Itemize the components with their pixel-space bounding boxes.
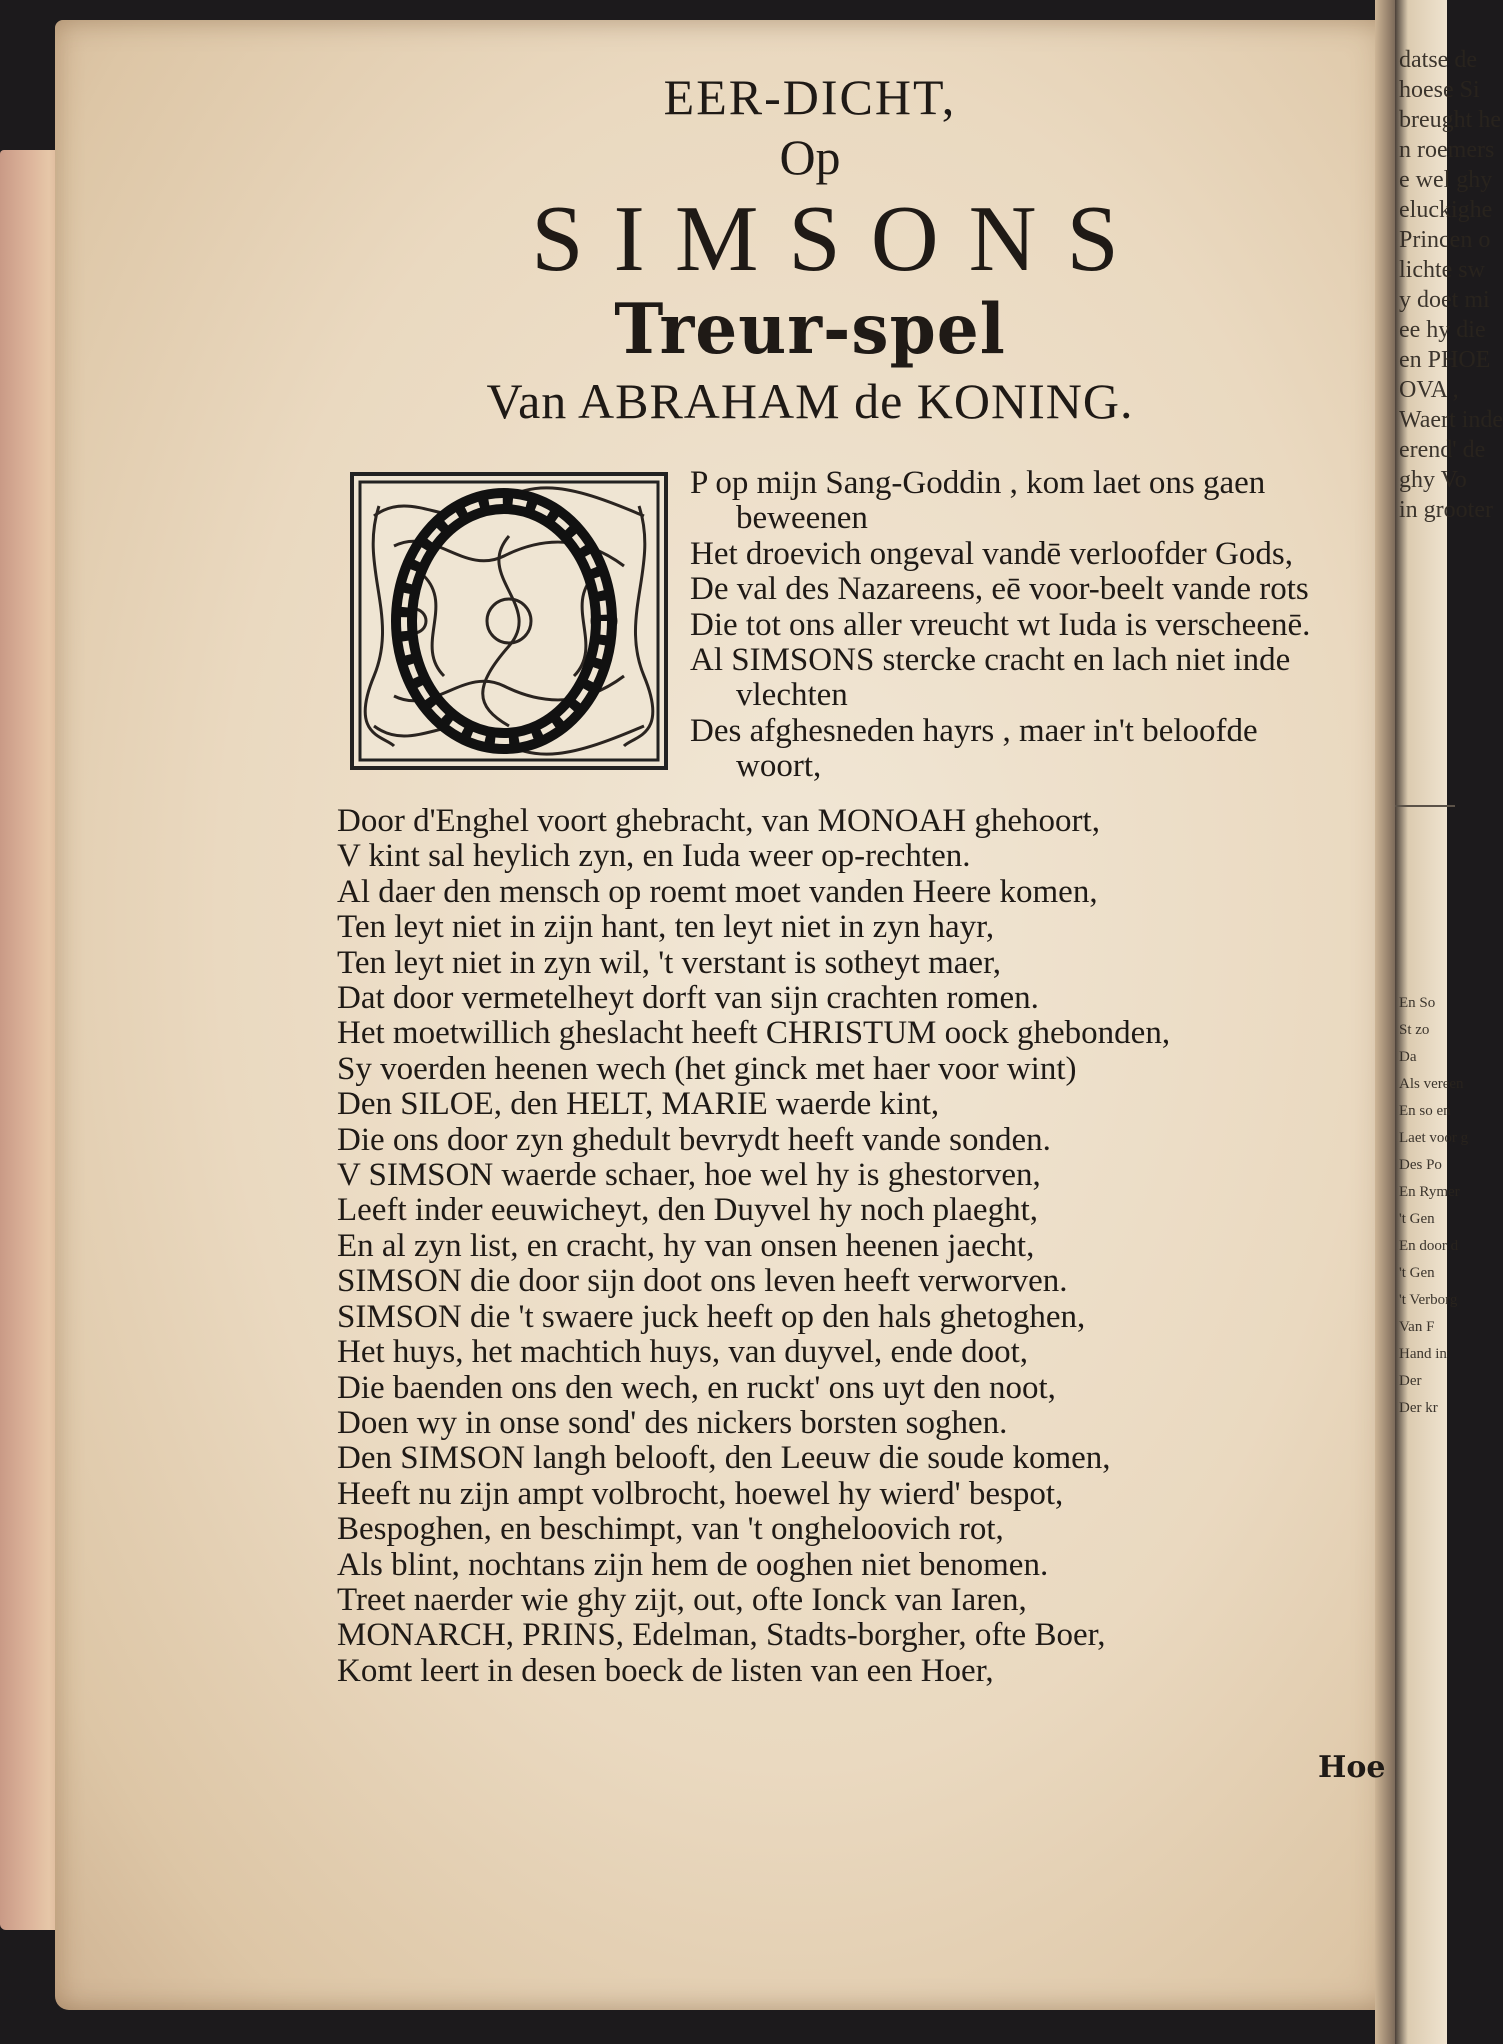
verse-line: Het droevich ongeval vandē verloofder Gods, bbox=[690, 535, 1293, 572]
right-page-line: en PHOE bbox=[1399, 347, 1491, 373]
right-page-line: 't Verborg bbox=[1399, 1292, 1458, 1308]
right-page-line: eluckighe bbox=[1399, 197, 1493, 223]
right-page-line: datse de bbox=[1399, 47, 1477, 73]
right-page-line: En So bbox=[1399, 995, 1436, 1011]
right-page-line: breught he bbox=[1399, 107, 1501, 133]
verse-line: V SIMSON waerde schaer, hoe wel hy is ghestorven, bbox=[337, 1157, 1041, 1194]
verse-line: P op mijn Sang-Goddin , kom laet ons gaen bbox=[690, 465, 1266, 501]
verse-line: V kint sal heylich zyn, en Iuda weer op-rechten. bbox=[337, 838, 971, 875]
right-page-line: in grooter bbox=[1399, 497, 1493, 523]
verse-line: Den SIMSON langh belooft, den Leeuw die soude komen, bbox=[337, 1440, 1111, 1477]
verse-line: vlechten bbox=[736, 677, 848, 714]
verse-line: Als blint, nochtans zijn hem de ooghen niet benomen. bbox=[337, 1546, 1049, 1583]
right-page-line: n roemers bbox=[1399, 137, 1495, 163]
verse-line: Des afghesneden hayrs , maer in't beloofde bbox=[690, 712, 1258, 749]
right-page-line: erend' de bbox=[1399, 437, 1486, 463]
verse-line: Die ons door zyn ghedult bevrydt heeft vande sonden. bbox=[337, 1121, 1051, 1158]
right-page-line: Des Po bbox=[1399, 1157, 1442, 1173]
right-page-line: Hand in bbox=[1399, 1346, 1447, 1362]
verse-line: Al SIMSONS stercke cracht en lach niet inde bbox=[690, 642, 1291, 679]
catchword: Hoe bbox=[1318, 1750, 1386, 1785]
verse-line: MONARCH, PRINS, Edelman, Stadts-borgher, ofte Boer, bbox=[337, 1617, 1106, 1654]
right-page-line: En door d bbox=[1399, 1238, 1459, 1254]
verse-line: Die tot ons aller vreucht wt Iuda is verscheenē. bbox=[690, 606, 1311, 643]
right-page-line: 't Gen bbox=[1399, 1265, 1435, 1281]
right-page-line: Princen o bbox=[1399, 227, 1491, 253]
verse-line: SIMSON die 't swaere juck heeft op den hals ghetoghen, bbox=[337, 1298, 1086, 1335]
right-page-line: OVA , bbox=[1399, 377, 1459, 403]
verse-line: De val des Nazareens, eē voor-beelt vande rots bbox=[690, 571, 1309, 608]
verse-line: beweenen bbox=[736, 500, 868, 537]
verse-line: Doen wy in onse sond' des nickers borsten soghen. bbox=[337, 1404, 1008, 1441]
verse-line: Ten leyt niet in zijn hant, ten leyt niet in zyn hayr, bbox=[337, 909, 995, 946]
verse-line: Ten leyt niet in zyn wil, 't verstant is sotheyt maer, bbox=[337, 944, 1001, 981]
verse-line: Door d'Enghel voort ghebracht, van MONOAH ghehoort, bbox=[337, 803, 1100, 839]
right-page-line: ghy Vo bbox=[1399, 467, 1467, 493]
right-page-line: Laet voor g bbox=[1399, 1130, 1469, 1146]
verse-line: woort, bbox=[736, 748, 822, 785]
heading-author: Van ABRAHAM de KONING. bbox=[486, 373, 1134, 429]
right-page-line: Waert inde bbox=[1399, 407, 1503, 433]
right-page-line: lichte sw bbox=[1399, 257, 1485, 283]
right-page-line: Da bbox=[1399, 1049, 1417, 1065]
verse-line: SIMSON die door sijn doot ons leven heeft verworven. bbox=[337, 1263, 1068, 1300]
right-page-line: hoese Si bbox=[1399, 77, 1480, 103]
right-page-line: Van F bbox=[1399, 1319, 1435, 1335]
right-page-line: e wel ghy bbox=[1399, 167, 1493, 193]
verse-line: Treet naerder wie ghy zijt, out, ofte Ionck van Iaren, bbox=[337, 1581, 1027, 1618]
verse-beside-initial bbox=[690, 466, 1370, 785]
verse-line: Al daer den mensch op roemt moet vanden Heere komen, bbox=[337, 873, 1098, 910]
verse-line: Die baenden ons den wech, en ruckt' ons uyt den noot, bbox=[337, 1369, 1056, 1406]
verse-line: Het moetwillich gheslacht heeft CHRISTUM oock ghebonden, bbox=[337, 1015, 1171, 1052]
verse-line: Het huys, het machtich huys, van duyvel, ende doot, bbox=[337, 1334, 1029, 1371]
verse-line: Komt leert in desen boeck de listen van een Hoer, bbox=[337, 1652, 994, 1689]
decorated-initial-o bbox=[350, 472, 668, 770]
right-page-line: Als vereen bbox=[1399, 1076, 1464, 1092]
right-page-line: 't Gen bbox=[1399, 1211, 1435, 1227]
right-page-line: En so en bbox=[1399, 1103, 1451, 1119]
heading-treur-spel: Treur-spel bbox=[614, 288, 1006, 370]
verse-line: En al zyn list, en cracht, hy van onsen heenen jaecht, bbox=[337, 1227, 1035, 1264]
right-page-line: y doet mi bbox=[1399, 287, 1490, 313]
verse-line: Heeft nu zijn ampt volbrocht, hoewel hy wierd' bespot, bbox=[337, 1475, 1064, 1512]
verse-main-body bbox=[337, 804, 1377, 1689]
right-page-line: Der bbox=[1399, 1373, 1422, 1389]
right-page-line: En Rymer bbox=[1399, 1184, 1460, 1200]
verse-line: Bespoghen, en beschimpt, van 't ongheloovich rot, bbox=[337, 1511, 1004, 1548]
heading-simsons: SIMSONS bbox=[531, 187, 1149, 291]
right-page-line: ee hy die bbox=[1399, 317, 1486, 343]
verse-line: Leeft inder eeuwicheyt, den Duyvel hy noch plaeght, bbox=[337, 1192, 1038, 1229]
heading-op: Op bbox=[779, 129, 841, 185]
heading-eer-dicht: EER-DICHT, bbox=[663, 69, 957, 125]
right-page-line: Der kr bbox=[1399, 1400, 1438, 1416]
verse-line: Dat door vermetelheyt dorft van sijn crachten romen. bbox=[337, 980, 1039, 1017]
right-page-line: St zo bbox=[1399, 1022, 1430, 1038]
verse-line: Sy voerden heenen wech (het ginck met haer voor wint) bbox=[337, 1050, 1077, 1087]
verse-line: Den SILOE, den HELT, MARIE waerde kint, bbox=[337, 1086, 940, 1123]
